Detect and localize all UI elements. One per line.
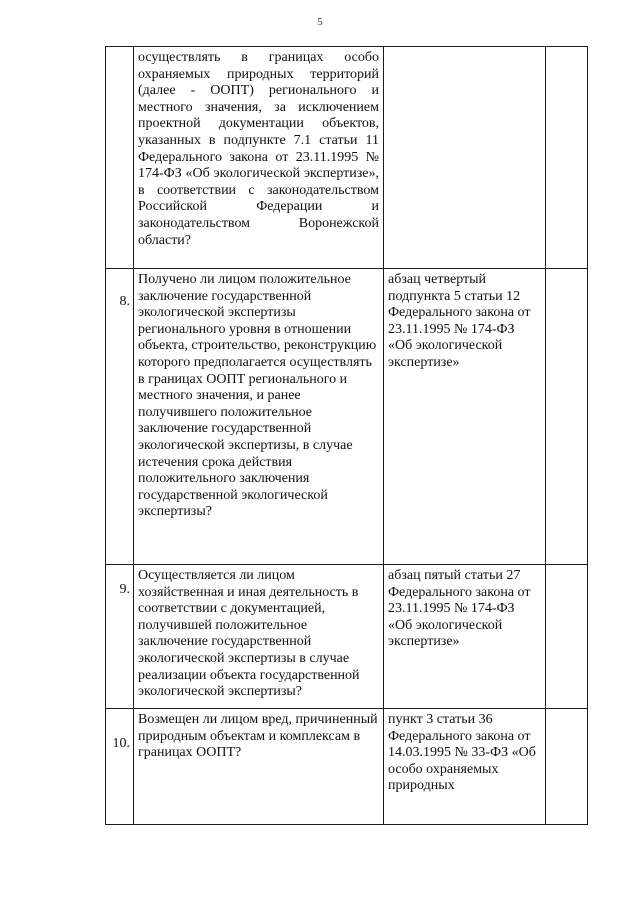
- legal-reference-cell: абзац пятый статьи 27 Федерального закона от 23.11.1995 № 174-ФЗ «Об экологической экспертизе»: [384, 565, 546, 709]
- answer-cell: [546, 709, 588, 825]
- legal-reference-cell: абзац четвертый подпункта 5 статьи 12 Федерального закона от 23.11.1995 № 174-ФЗ «Об экологической экспертизе»: [384, 269, 546, 565]
- row-number: 8.: [119, 294, 130, 309]
- table-row: [106, 269, 588, 565]
- row-number: 9.: [119, 582, 130, 597]
- answer-cell: [546, 47, 588, 269]
- question-cell: Получено ли лицом положительное заключение государственной экологической экспертизы регионального уровня в отношении объекта, строительство, реконструкцию которого предполагается осуществлять в границах ООПТ регионального и местного значения, и ранее получившего положительное заключение государственной экологической экспертизы, в случае истечения срока действия положительного заключения государственной экологической экспертизы?: [134, 269, 384, 565]
- question-cell: Осуществляется ли лицом хозяйственная и иная деятельность в соответствии с документацией, получившей положительное заключение государственной экологической экспертизы в случае реализации объекта государственной экологической экспертизы?: [134, 565, 384, 709]
- answer-cell: [546, 565, 588, 709]
- table-row: [106, 565, 588, 709]
- table-row: [106, 47, 588, 269]
- row-number-cell: [106, 47, 134, 269]
- table-row: [106, 709, 588, 825]
- row-number-cell: [106, 269, 134, 565]
- row-number-cell: [106, 709, 134, 825]
- row-number: 10.: [112, 736, 130, 751]
- question-cell: Возмещен ли лицом вред, причиненный природным объектам и комплексам в границах ООПТ?: [134, 709, 384, 825]
- page-number: 5: [317, 16, 323, 28]
- checklist-table: [105, 46, 588, 825]
- row-number-cell: [106, 565, 134, 709]
- legal-reference-cell: [384, 47, 546, 269]
- legal-reference-cell: пункт 3 статьи 36 Федерального закона от 14.03.1995 № 33-ФЗ «Об особо охраняемых природных: [384, 709, 546, 825]
- question-cell: осуществлять в границах особо охраняемых природных территорий (далее - ООПТ) регионального и местного значения, за исключением проектной документации объектов, указанных в подпункте 7.1 статьи 11 Федерального закона от 23.11.1995 № 174-ФЗ «Об экологической экспертизе», в соответствии с законодательством Российской Федерации и законодательством Воронежской области?: [134, 47, 384, 269]
- answer-cell: [546, 269, 588, 565]
